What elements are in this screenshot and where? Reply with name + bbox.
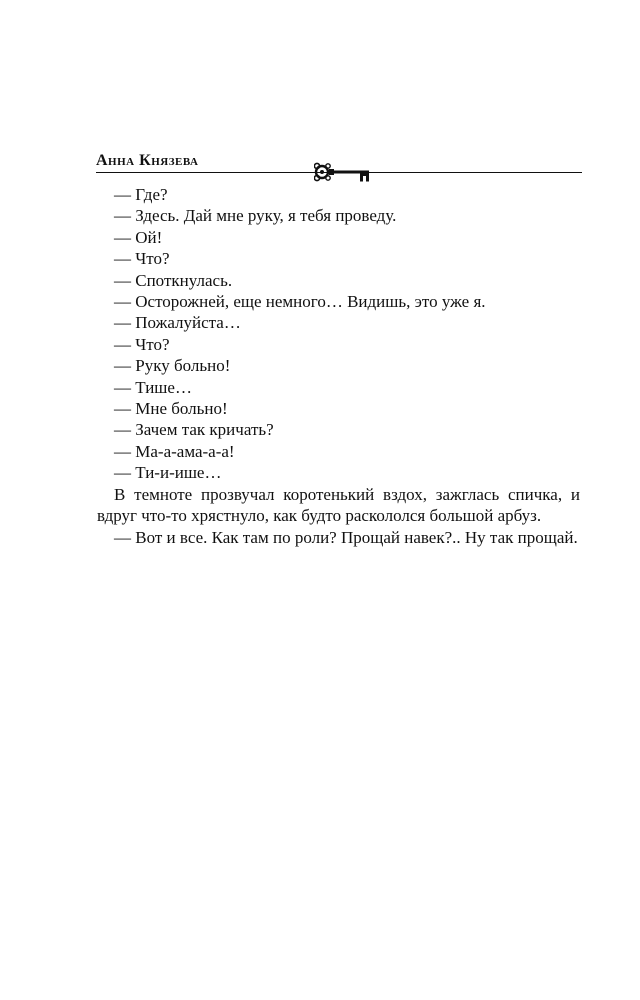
- dialogue-line: — Где?: [114, 185, 168, 204]
- dialogue-line: — Что?: [114, 334, 170, 354]
- paragraph: В темноте прозвучал коротенький вздох, зажглась спичка, и вдруг что-то хрястнуло, как будто раскололся большой арбуз.: [97, 484, 580, 526]
- dialogue-line: — Что?: [114, 249, 170, 269]
- dialogue-line: — Пожалуйста…: [114, 313, 241, 333]
- dialogue-line: — Зачем так кричать?: [114, 420, 274, 440]
- key-icon: [314, 157, 374, 187]
- dialogue-line: — Ма-а-ама-а-а!: [114, 441, 235, 461]
- dialogue-line: — Ти-и-ише…: [114, 463, 222, 483]
- dialogue-line: — Осторожней, еще немного… Видишь, это уже я.: [114, 292, 486, 312]
- page-body: [97, 184, 580, 548]
- running-header: [96, 148, 582, 188]
- author-name: Анна Князева: [96, 152, 199, 169]
- paragraph: — Вот и все. Как там по роли? Прощай навек?.. Ну так прощай.: [114, 527, 578, 547]
- dialogue-line: — Ой!: [114, 227, 163, 247]
- narrative-paragraphs: [97, 484, 580, 548]
- dialogue-line: — Мне больно!: [114, 399, 228, 419]
- dialogue-line: — Тише…: [114, 377, 192, 397]
- dialogue-line: — Споткнулась.: [114, 270, 233, 290]
- dialogue-line: — Здесь. Дай мне руку, я тебя проведу.: [114, 206, 397, 226]
- dialogue-line: — Руку больно!: [114, 356, 231, 376]
